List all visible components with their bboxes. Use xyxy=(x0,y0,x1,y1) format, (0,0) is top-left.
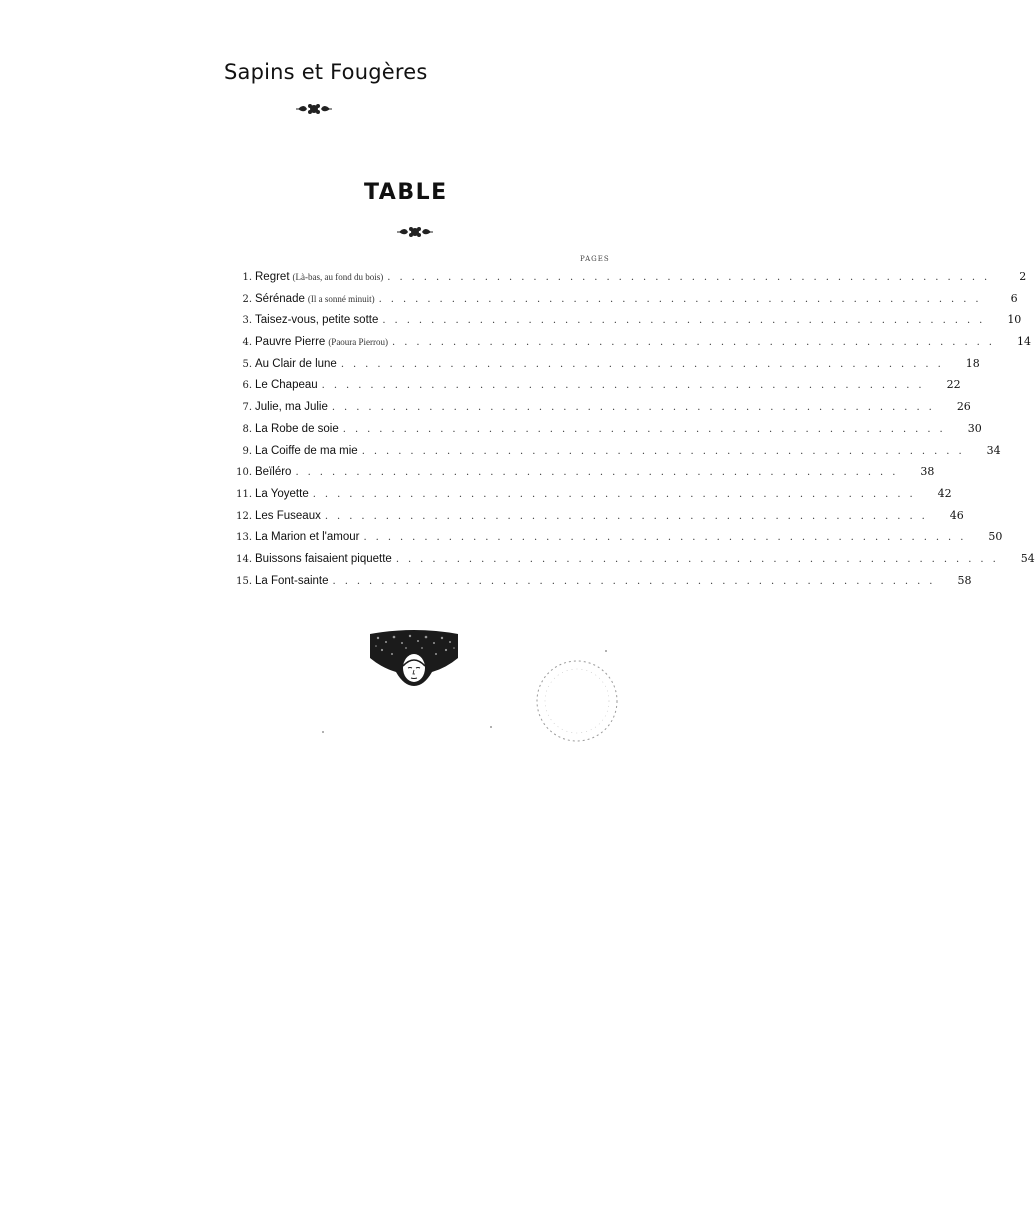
toc-entry-number: 11. xyxy=(236,488,252,500)
toc-entry-title-text: Le Chapeau xyxy=(255,379,318,392)
toc-entry-number: 7. xyxy=(242,402,252,414)
toc-entry-number: 8. xyxy=(242,423,252,435)
toc-entry xyxy=(222,313,1022,335)
toc-entry-title-text: Beïléro xyxy=(255,466,292,479)
toc-dot-leader: .................................................. xyxy=(340,358,950,370)
toc-entry-number: 10. xyxy=(236,467,252,479)
toc-entry-title xyxy=(255,466,291,478)
toc-entry-subtitle: (Il a sonné minuit) xyxy=(307,293,375,304)
toc-entry-title-text: Sérénade xyxy=(255,292,305,305)
toc-dot-leader: .................................................. xyxy=(331,402,941,414)
toc-entry-number: 2. xyxy=(242,293,252,305)
toc-entry xyxy=(222,335,1031,357)
toc-entry-title xyxy=(255,553,392,565)
toc-entry-title xyxy=(255,488,309,500)
toc-entry-title xyxy=(255,401,328,413)
toc-entry xyxy=(222,443,1001,466)
toc-entry-title xyxy=(255,423,339,435)
toc-entry-number: 1. xyxy=(242,272,252,283)
toc-entry-title-text: La Marion et l'amour xyxy=(255,531,360,544)
toc-entry xyxy=(222,486,952,509)
toc-entry-title xyxy=(255,271,383,283)
toc-entry-page: 26 xyxy=(956,400,971,414)
toc-entry xyxy=(222,551,1035,574)
toc-entry-page: 10 xyxy=(1007,313,1022,327)
paper-speck xyxy=(605,650,607,652)
toc-entry-title xyxy=(255,379,318,391)
toc-entry xyxy=(222,530,1003,552)
toc-entry-number: 15. xyxy=(236,575,252,587)
toc-entry-page: 50 xyxy=(988,530,1003,544)
toc-entry-subtitle: (Paoura Pierrou) xyxy=(328,337,389,348)
toc-entry-subtitle: (Là-bas, au fond du bois) xyxy=(292,272,384,282)
fleuron-ornament-icon xyxy=(296,102,332,116)
toc-entry-title xyxy=(255,510,321,522)
toc-entry-title-text: Buissons faisaient piquette xyxy=(255,552,392,565)
toc-entry-number: 5. xyxy=(242,358,252,370)
toc-entry-title-text: Julie, ma Julie xyxy=(255,401,328,414)
toc-entry-title xyxy=(255,531,359,543)
toc-dot-leader: .................................................. xyxy=(342,423,952,435)
toc-entry xyxy=(222,465,935,487)
toc-entry-title xyxy=(255,445,358,457)
toc-entry-page: 22 xyxy=(946,378,961,392)
toc-entry-title xyxy=(255,358,337,370)
toc-entry xyxy=(222,421,982,444)
toc-entry-title xyxy=(255,293,375,305)
fleuron-ornament-icon xyxy=(397,225,433,239)
toc-entry-number: 9. xyxy=(242,445,252,457)
toc-entry xyxy=(222,400,971,422)
toc-entry-number: 14. xyxy=(236,553,252,565)
toc-entry xyxy=(222,291,1018,314)
toc-entry-title-text: La Font-sainte xyxy=(255,574,329,587)
toc-entry-title-text: La Coiffe de ma mie xyxy=(255,444,358,457)
toc-dot-leader: .................................................. xyxy=(332,575,942,587)
toc-entry-title xyxy=(255,314,378,326)
toc-entry-page: 46 xyxy=(949,508,964,522)
library-stamp-icon xyxy=(530,655,624,747)
toc-entry-title-text: Au Clair de lune xyxy=(255,357,337,370)
toc-dot-leader: .................................................. xyxy=(387,272,997,283)
table-of-contents xyxy=(222,270,1035,595)
toc-entry-title-text: Pauvre Pierre xyxy=(255,336,326,349)
toc-dot-leader: .................................................. xyxy=(312,488,922,500)
toc-entry-page: 2 xyxy=(1019,270,1027,283)
womans-face-vignette-icon xyxy=(366,628,462,688)
toc-entry-title-text: La Yoyette xyxy=(255,487,309,500)
toc-entry-title xyxy=(255,575,329,587)
toc-entry xyxy=(222,356,980,379)
toc-entry-title-text: Taisez-vous, petite sotte xyxy=(255,314,379,327)
toc-entry-title-text: La Robe de soie xyxy=(255,422,339,435)
toc-dot-leader: .................................................. xyxy=(321,380,931,392)
paper-speck xyxy=(322,731,324,733)
toc-entry-page: 34 xyxy=(986,443,1001,457)
toc-entry-page: 42 xyxy=(937,486,952,500)
toc-entry-page: 58 xyxy=(957,573,972,587)
pages-column-label: PAGES xyxy=(580,255,610,263)
toc-dot-leader: .................................................. xyxy=(392,337,1001,349)
paper-speck xyxy=(490,726,492,728)
toc-entry-number: 12. xyxy=(236,510,252,522)
toc-entry-number: 4. xyxy=(242,337,252,349)
toc-entry-title-text: Regret xyxy=(255,271,290,283)
toc-entry-number: 3. xyxy=(242,315,252,327)
toc-entry-title xyxy=(255,336,388,348)
toc-entry-page: 18 xyxy=(965,356,980,370)
toc-entry xyxy=(222,378,961,400)
toc-dot-leader: .................................................. xyxy=(324,510,934,522)
toc-dot-leader: .................................................. xyxy=(363,532,973,544)
toc-entry-page: 30 xyxy=(967,421,982,435)
toc-entry-number: 13. xyxy=(236,532,252,544)
toc-dot-leader: .................................................. xyxy=(382,315,992,327)
toc-dot-leader: .................................................. xyxy=(361,445,971,457)
toc-entry-page: 14 xyxy=(1016,335,1031,349)
toc-entry xyxy=(222,270,1027,292)
toc-dot-leader: .................................................. xyxy=(395,553,1005,565)
toc-entry-page: 54 xyxy=(1020,551,1035,565)
toc-entry-page: 6 xyxy=(1010,291,1018,305)
toc-entry-title-text: Les Fuseaux xyxy=(255,509,321,522)
toc-entry xyxy=(222,508,964,531)
toc-dot-leader: .................................................. xyxy=(378,293,988,305)
toc-entry-page: 38 xyxy=(920,465,935,479)
toc-dot-leader: .................................................. xyxy=(295,467,905,479)
toc-entry-number: 6. xyxy=(242,380,252,392)
book-title: Sapins et Fougères xyxy=(224,60,428,84)
toc-entry xyxy=(222,573,972,596)
table-heading: TABLE xyxy=(364,180,448,205)
